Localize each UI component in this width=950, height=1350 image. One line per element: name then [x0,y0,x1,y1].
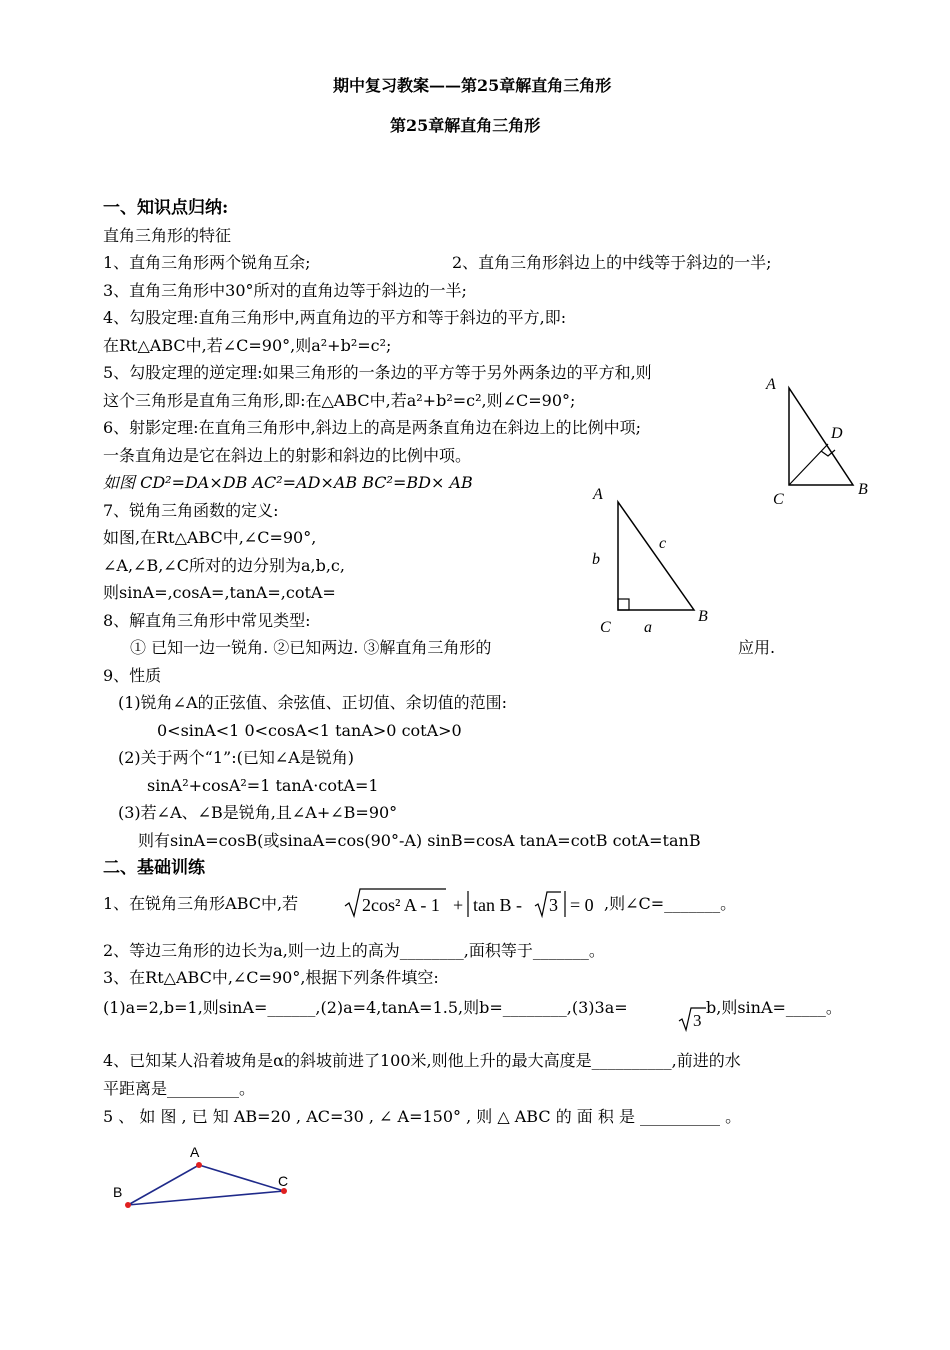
question-1-prefix: 1、在锐角三角形ABC中,若 [103,894,299,913]
figure-obtuse-triangle [100,1140,310,1220]
text-p6b: 一条直角边是它在斜边上的射影和斜边的比例中项。 [103,446,472,465]
fig2-label-c-side: c [659,535,667,552]
text-p6c: 如图 CD²=DA×DB AC²=AD×AB BC²=BD× AB [103,473,473,492]
text-p6: 6、射影定理:在直角三角形中,斜边上的高是两条直角边在斜边上的比例中项; [103,418,642,437]
fig3-label-c: C [278,1173,289,1189]
fig2-label-a-vertex: A [593,486,603,503]
question-4: 4、已知某人沿着坡角是α的斜坡前进了100米,则他上升的最大高度是__________,前进的水 [103,1051,741,1070]
question-1-formula [343,886,601,920]
text-p7: 7、锐角三角函数的定义: [103,501,279,520]
fig1-label-a: A [766,376,776,393]
root-3-text: 3 [693,1011,702,1030]
fig3-label-a: A [190,1144,200,1160]
text-p9c: (3)若∠A、∠B是锐角,且∠A+∠B=90° [118,803,398,822]
formula-plus: + [453,895,464,915]
text-p5b: 这个三角形是直角三角形,即:在△ABC中,若a²+b²=c²,则∠C=90°; [103,391,576,410]
question-5: 5 、 如 图 , 已 知 AB=20 , AC=30 , ∠ A=150° , 则 △ ABC 的 面 积 是 __________ 。 [103,1107,742,1126]
text-p9b2: sinA²+cosA²=1 tanA·cotA=1 [147,776,379,795]
question-1-suffix: ,则∠C=_______。 [604,894,737,913]
text-p7c: ∠A,∠B,∠C所对的边分别为a,b,c, [103,556,345,575]
section-heading-knowledge: 一、知识点归纳: [103,198,229,218]
question-3-suffix: b,则sinA=_____。 [706,998,842,1017]
question-3-root [678,1004,708,1032]
text-p1b: 2、直角三角形斜边上的中线等于斜边的一半; [452,253,772,272]
text-p3: 3、直角三角形中30°所对的直角边等于斜边的一半; [103,281,467,300]
question-3-prefix: (1)a=2,b=1,则sinA=______,(2)a=4,tanA=1.5,则b=________,(3)3a= [103,998,628,1017]
fig1-label-b: B [858,481,868,498]
text-p8c: 应用. [738,638,776,657]
formula-equals: = 0 [570,895,594,915]
text-p7b: 如图,在Rt△ABC中,∠C=90°, [103,528,317,547]
text-intro: 直角三角形的特征 [103,226,232,245]
text-p9a: (1)锐角∠A的正弦值、余弦值、正切值、余切值的范围: [118,693,508,712]
fig2-label-b-side: b [592,551,600,568]
fig2-label-b-vertex: B [698,608,708,625]
text-p8b: ① 已知一边一锐角. ②已知两边. ③解直角三角形的 [130,638,492,657]
text-p9a2: 0<sinA<1 0<cosA<1 tanA>0 cotA>0 [157,721,462,740]
page-subtitle: 第25章解直角三角形 [390,116,541,135]
formula-abs-content: tan B - [473,895,522,915]
formula-root3: 3 [549,895,558,915]
section-heading-training: 二、基础训练 [103,858,205,878]
text-p8: 8、解直角三角形中常见类型: [103,611,311,630]
question-3: 3、在Rt△ABC中,∠C=90°,根据下列条件填空: [103,968,439,987]
text-p4: 4、勾股定理:直角三角形中,两直角边的平方和等于斜边的平方,即: [103,308,567,327]
text-p4b: 在Rt△ABC中,若∠C=90°,则a²+b²=c²; [103,336,392,355]
text-p5: 5、勾股定理的逆定理:如果三角形的一条边的平方等于另外两条边的平方和,则 [103,363,652,382]
text-p9b: (2)关于两个“1”:(已知∠A是锐角) [118,748,355,767]
text-p7d: 则sinA=,cosA=,tanA=,cotA= [103,583,336,602]
text-p9c2: 则有sinA=cosB(或sinaA=cos(90°-A) sinB=cosA tanA=cotB cotA=tanB [138,831,701,850]
fig1-label-c: C [773,491,784,508]
fig2-label-a-side: a [644,619,652,636]
text-p9: 9、性质 [103,666,162,685]
text-p1a: 1、直角三角形两个锐角互余; [103,253,311,272]
page-title: 期中复习教案——第25章解直角三角形 [333,76,612,95]
question-2: 2、等边三角形的边长为a,则一边上的高为________,面积等于_______。 [103,941,605,960]
figure-altitude-triangle [760,370,880,510]
question-4b: 平距离是_________。 [103,1079,256,1098]
figure-right-triangle [585,480,725,640]
fig2-label-c-vertex: C [600,619,611,636]
formula-radicand: 2cos² A - 1 [362,895,440,915]
fig3-label-b: B [113,1184,123,1200]
fig1-label-d: D [831,425,843,442]
